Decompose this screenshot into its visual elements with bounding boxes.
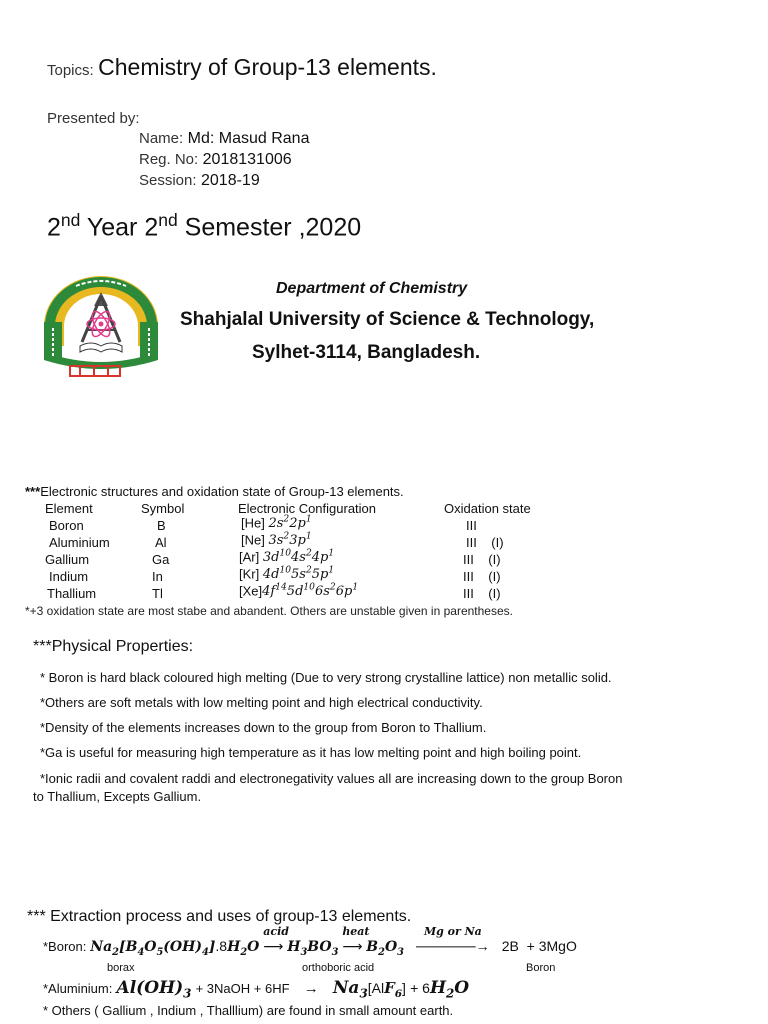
table-row-element: Gallium xyxy=(45,552,90,567)
table-row-config: [He] $2s^22p^1$ xyxy=(241,515,312,532)
table-row-ox xyxy=(466,518,477,533)
sem-num: 2 xyxy=(144,213,159,242)
config-core: [Xe] xyxy=(239,583,263,599)
table-row-config: [Kr] $4d^{10}5s^25p^1$ xyxy=(239,566,335,583)
ox-extra: (I) xyxy=(488,552,501,567)
department-name: Department of Chemistry xyxy=(276,280,468,297)
year-num: 2 xyxy=(47,213,61,242)
electronic-heading xyxy=(25,484,404,499)
table-row-symbol: Al xyxy=(155,535,167,550)
table-row-symbol: B xyxy=(157,518,166,533)
config-core: [Kr] xyxy=(239,566,260,582)
topics-label: Topics: xyxy=(47,62,94,79)
config-core: [Ne] xyxy=(241,532,265,548)
arrow-acid: acid ⟶ xyxy=(263,925,289,954)
physical-heading-text: Physical Properties: xyxy=(51,638,194,655)
arrow-mg: Mg or Na ──────→ xyxy=(408,938,498,954)
reg-line xyxy=(139,151,292,169)
table-row-symbol: Tl xyxy=(152,586,163,601)
ox-main: III xyxy=(466,535,477,550)
year-semester xyxy=(47,210,361,242)
aluminium-label: *Aluminium: xyxy=(43,981,113,996)
table-row-ox xyxy=(466,535,504,550)
session-label: Session: xyxy=(139,172,197,189)
ox-extra: (I) xyxy=(491,535,504,550)
sem-word: Semester ,2020 xyxy=(177,213,362,242)
physical-point: *Ga is useful for measuring high temperature as it has low melting point and high boiling point. xyxy=(40,745,582,760)
logo-emblem xyxy=(36,268,166,380)
electronic-heading-stars: *** xyxy=(25,484,41,499)
name-value: Md: Masud Rana xyxy=(187,130,310,147)
electronic-heading-text: Electronic structures and oxidation state of Group-13 elements. xyxy=(40,484,404,499)
config-core: [Ar] xyxy=(239,549,260,565)
extraction-heading-text: Extraction process and uses of group-13 elements. xyxy=(50,908,412,925)
table-row-config: [Ne] $3s^23p^1$ xyxy=(241,532,312,549)
table-row-ox xyxy=(463,586,501,601)
name-line xyxy=(139,130,309,148)
physical-heading-stars: *** xyxy=(33,638,52,655)
al-tail: + 6 xyxy=(410,980,430,996)
arrow-heat: heat ⟶ xyxy=(342,925,370,954)
session-value: 2018-19 xyxy=(201,172,260,189)
table-row-element: Boron xyxy=(49,518,84,533)
col-element: Element xyxy=(45,501,93,516)
physical-point: *Others are soft metals with low melting point and high electrical conductivity. xyxy=(40,695,483,710)
table-row-element: Thallium xyxy=(47,586,97,601)
col-config: Electronic Configuration xyxy=(238,501,377,516)
table-row-element: Aluminium xyxy=(49,535,110,550)
physical-point: * Boron is hard black coloured high melting (Due to very strong crystalline lattice) non metallic solid. xyxy=(40,670,612,685)
physical-point: *Density of the elements increases down to the group from Boron to Thallium. xyxy=(40,720,487,735)
university-logo xyxy=(36,268,166,380)
ox-main: III xyxy=(466,518,477,533)
al-mid: + 3NaOH + 6HF xyxy=(195,981,290,996)
arrow-mg-label: Mg or Na xyxy=(423,925,482,938)
boron-tail: 2B + 3MgO xyxy=(501,938,577,954)
topics-line xyxy=(47,54,437,81)
arrow-heat-label: heat xyxy=(342,925,370,938)
ox-main: III xyxy=(463,586,474,601)
presented-by: Presented by: xyxy=(47,110,140,127)
session-line xyxy=(139,172,260,190)
year-sup: nd xyxy=(60,210,81,230)
table-row-ox xyxy=(463,569,501,584)
label-boron: Boron xyxy=(526,962,556,974)
sem-sup: nd xyxy=(158,210,178,230)
others-note: * Others ( Gallium , Indium , Thalllium) are found in small amount earth. xyxy=(43,1003,454,1018)
reg-value: 2018131006 xyxy=(202,151,292,168)
topics-title: Chemistry of Group-13 elements. xyxy=(98,54,437,80)
ox-extra: (I) xyxy=(488,586,501,601)
physical-point-continuation: to Thallium, Excepts Gallium. xyxy=(33,789,202,804)
label-borax: borax xyxy=(107,962,135,974)
table-row-config: $[Xe]4f^{14}5d^{10}6s^26p^1$ xyxy=(239,583,359,600)
al-arrow: → xyxy=(303,980,319,997)
university-address: Sylhet-3114, Bangladesh. xyxy=(252,342,481,363)
aluminium-equation: *Aluminium: $Al(OH)_3$ + 3NaOH + $6HF \to Na_3[AlF_6] + 6H_2O$ xyxy=(43,978,470,1001)
col-oxidation: Oxidation state xyxy=(444,501,531,516)
table-row-symbol: In xyxy=(152,569,163,584)
boron-equation: *Boron: $Na_2[B_4O_5(OH)_4].8H_2O$ acid ⟶ $H_3BO_3$ heat ⟶ $B_2O_3$ Mg or Na ──────→ 2B + 3MgO xyxy=(43,925,577,958)
physical-point: *Ionic radii and covalent raddi and electronegativity values all are increasing down to the group Boron xyxy=(40,771,623,786)
boron-label: *Boron: xyxy=(43,939,87,954)
name-label: Name: xyxy=(139,130,184,147)
ox-main: III xyxy=(463,569,474,584)
arrow-acid-label: acid xyxy=(263,925,289,938)
extraction-heading-stars: *** xyxy=(27,908,51,925)
table-row-ox xyxy=(463,552,501,567)
physical-heading xyxy=(33,638,193,656)
table-row-element: Indium xyxy=(49,569,89,584)
year-word: Year xyxy=(80,213,145,242)
col-symbol: Symbol xyxy=(141,501,185,516)
oxidation-note: *+3 oxidation state are most stabe and abandent. Others are unstable given in parentheses. xyxy=(25,604,513,618)
table-row-config: [Ar] $3d^{10}4s^24p^1$ xyxy=(239,549,335,566)
reg-label: Reg. No: xyxy=(139,151,199,168)
extraction-heading xyxy=(27,908,411,926)
ox-main: III xyxy=(463,552,474,567)
university-name: Shahjalal University of Science & Technology, xyxy=(180,309,595,330)
label-orthoboric: orthoboric acid xyxy=(302,962,375,974)
ox-extra: (I) xyxy=(488,569,501,584)
table-row-symbol: Ga xyxy=(152,552,170,567)
config-core: [He] xyxy=(241,515,265,531)
